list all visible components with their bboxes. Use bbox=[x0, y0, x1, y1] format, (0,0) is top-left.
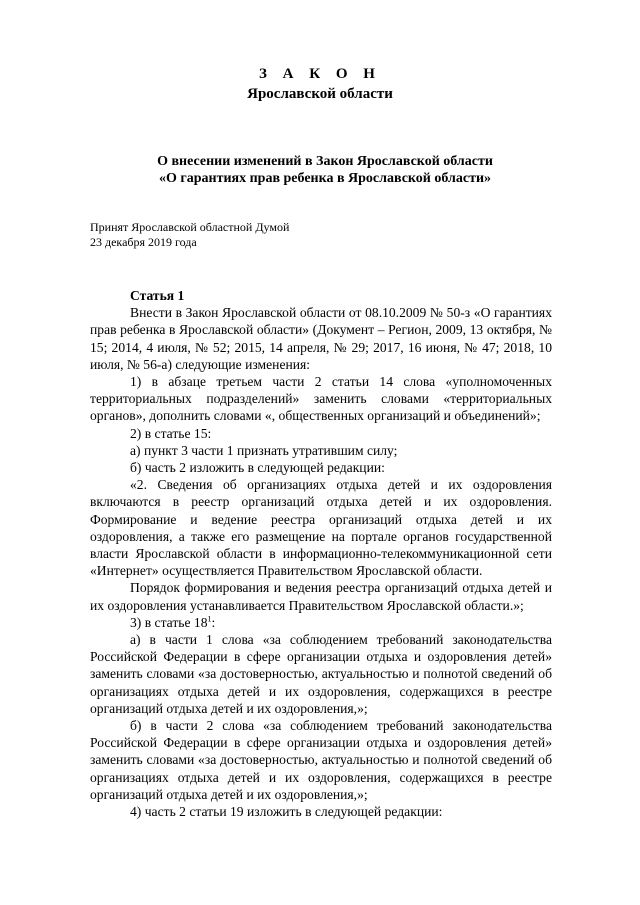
adoption-date: 23 декабря 2019 года bbox=[90, 235, 197, 249]
quoted-text-2: Порядок формирования и ведения реестра организаций отдыха детей и их оздоровления устанавливается Правительством Ярославской области.»; bbox=[90, 580, 552, 613]
article-heading: Статья 1 bbox=[130, 288, 185, 303]
adoption-info bbox=[90, 220, 289, 250]
subject-line-1: О внесении изменений в Закон Ярославской области bbox=[157, 154, 493, 169]
amendment-item-2a: а) пункт 3 части 1 признать утратившим силу; bbox=[130, 442, 398, 458]
article-body bbox=[90, 287, 552, 820]
amendment-item-2: 2) в статье 15: bbox=[130, 425, 212, 441]
amendment-item-3 bbox=[90, 614, 552, 631]
document-type-heading: З А К О Н bbox=[259, 66, 381, 82]
amendment-item-1: 1) в абзаце третьем части 2 статьи 14 слова «уполномоченных территориальных подразделений» заменить словами «территориальных органов», дополнить словами «, общественных организаций и объединений»; bbox=[90, 374, 552, 424]
item-3-superscript: 1 bbox=[207, 614, 212, 624]
adopted-by: Принят Ярославской областной Думой bbox=[90, 220, 290, 234]
subject-line-2: «О гарантиях прав ребенка в Ярославской области» bbox=[158, 171, 492, 186]
amendment-item-4: 4) часть 2 статьи 19 изложить в следующей редакции: bbox=[130, 804, 443, 820]
region-heading: Ярославской области bbox=[247, 86, 393, 102]
amendment-item-3a: а) в части 1 слова «за соблюдением требований законодательства Российской Федерации в сфере организации отдыха и оздоровления детей» заменить словами «за достоверностью, актуальностью и полнотой сведений об организациях отдыха детей и их оздоровления, содержащихся в реестре организаций отдыха детей и их оздоровления,»; bbox=[90, 632, 552, 716]
item-3-colon: : bbox=[211, 614, 216, 630]
law-subject-title bbox=[90, 153, 560, 187]
item-3-text: 3) в статье 18 bbox=[130, 614, 208, 630]
quoted-text-1: «2. Сведения об организациях отдыха детей и их оздоровления включаются в реестр организаций отдыха детей и их оздоровления. Формирование и ведение реестра организаций отдыха детей и их оздоровления, а также его размещение на портале органов государственной власти Ярославской области в информационно-телекоммуникационной сети «Интернет» осуществляется Правительством Ярославской области. bbox=[90, 477, 552, 579]
amendment-item-3b: б) в части 2 слова «за соблюдением требований законодательства Российской Федерации в сфере организации отдыха и оздоровления детей» заменить словами «за достоверностью, актуальностью и полнотой сведений об организациях отдыха детей и их оздоровления, содержащихся в реестре организаций отдыха детей и их оздоровления,»; bbox=[90, 718, 552, 802]
article-intro: Внести в Закон Ярославской области от 08.10.2009 № 50-з «О гарантиях прав ребенка в Ярославской области» (Документ – Регион, 2009, 13 октября, № 15; 2014, 4 июля, № 52; 2015, 14 апреля, № 29; 2017, 16 июня, № 47; 2018, 10 июля, № 56-а) следующие изменения: bbox=[90, 305, 552, 372]
amendment-item-2b: б) часть 2 изложить в следующей редакции: bbox=[130, 460, 385, 476]
